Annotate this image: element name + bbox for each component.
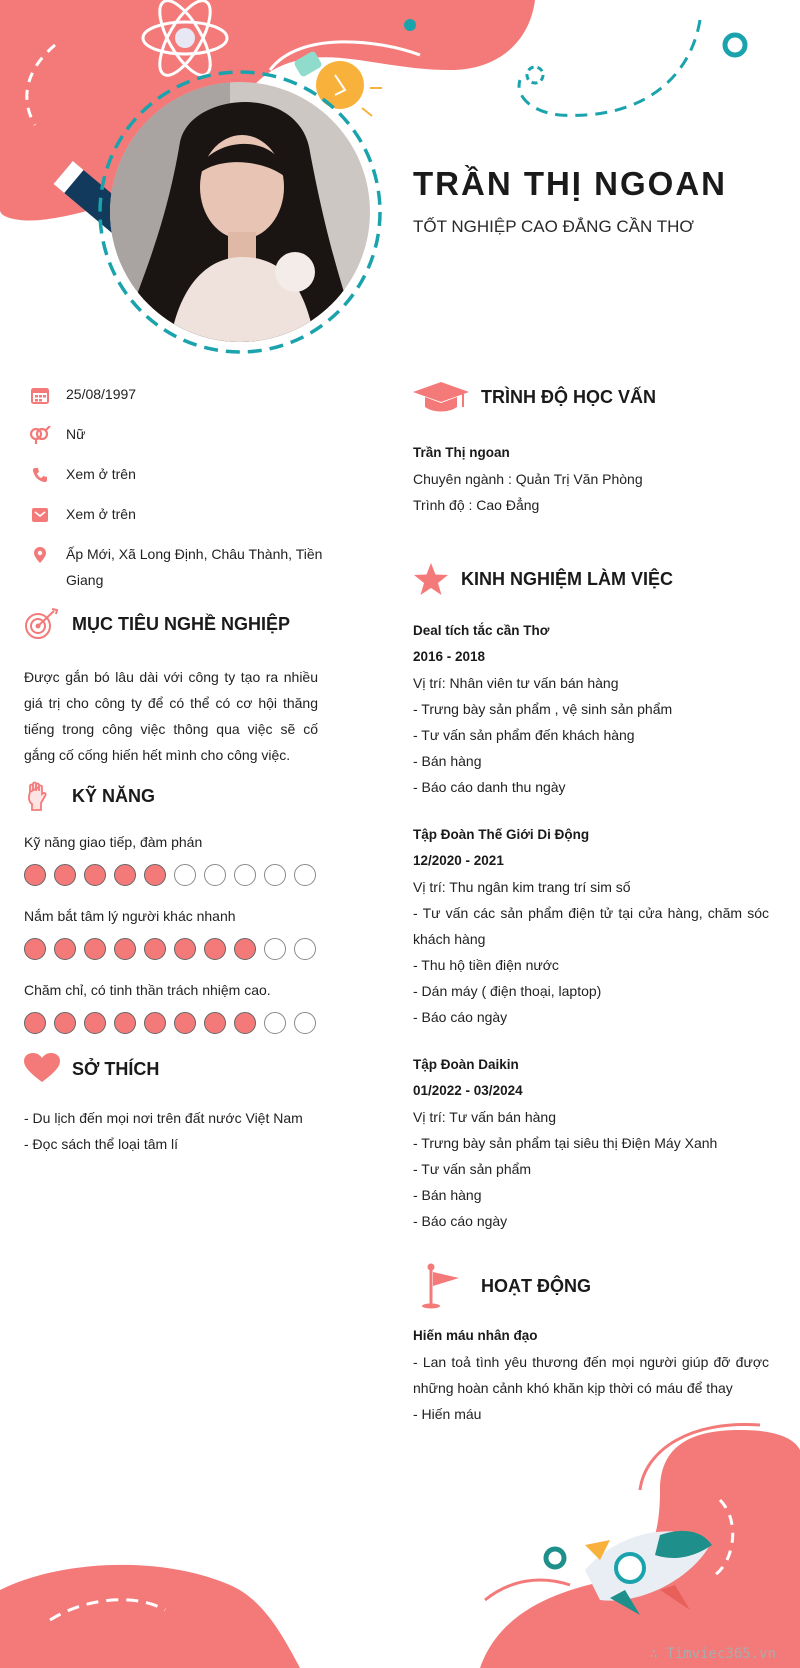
education-section xyxy=(413,380,656,518)
phone-icon xyxy=(28,465,52,485)
avatar xyxy=(110,82,370,342)
rating-dot-filled xyxy=(54,1012,76,1034)
job-detail: - Dán máy ( điện thoại, laptop) xyxy=(413,983,602,999)
rating-dot-filled xyxy=(114,938,136,960)
skill-rating xyxy=(24,938,316,960)
skills-header xyxy=(24,780,316,812)
skill-label: Nắm bắt tâm lý người khác nhanh xyxy=(24,908,236,924)
skills-section xyxy=(24,780,316,1056)
personal-info xyxy=(28,385,328,611)
rating-dot-empty xyxy=(294,1012,316,1034)
info-email-text: Xem ở trên xyxy=(66,506,136,522)
target-icon xyxy=(24,608,60,640)
rating-dot-filled xyxy=(204,1012,226,1034)
job-entry xyxy=(413,1052,769,1234)
heart-icon xyxy=(24,1053,60,1085)
skill-list xyxy=(24,834,316,1034)
experience-section xyxy=(413,562,769,1256)
info-birthday-text: 25/08/1997 xyxy=(66,386,137,402)
rating-dot-empty xyxy=(264,864,286,886)
education-header xyxy=(413,380,656,414)
rating-dot-filled xyxy=(174,1012,196,1034)
objective-text: Được gắn bó lâu dài với công ty tạo ra nhiều giá trị cho công ty để có thể có cơ hội thăng tiếng trong công việc thông qua việc sẽ cố gắng cố cống hiến hết mình cho công việc. xyxy=(24,669,318,763)
info-birthday xyxy=(28,385,328,407)
rating-dot-filled xyxy=(234,938,256,960)
rating-dot-filled xyxy=(204,938,226,960)
objective-title: MỤC TIÊU NGHỀ NGHIỆP xyxy=(72,613,291,634)
rating-dot-filled xyxy=(114,1012,136,1034)
info-gender xyxy=(28,425,328,447)
rating-dot-filled xyxy=(174,938,196,960)
rating-dot-filled xyxy=(234,1012,256,1034)
experience-header xyxy=(413,562,769,596)
hobbies-header xyxy=(24,1053,303,1085)
watermark: ∴ Timviec365.vn xyxy=(649,1646,776,1662)
rating-dot-filled xyxy=(24,1012,46,1034)
activities-section xyxy=(413,1263,769,1427)
job-detail: - Tư vấn sản phẩm đến khách hàng xyxy=(413,727,635,743)
bottom-left-blob xyxy=(0,1565,300,1668)
skill-rating xyxy=(24,864,316,886)
activities-title: HOẠT ĐỘNG xyxy=(481,1275,591,1296)
rating-dot-empty xyxy=(264,1012,286,1034)
info-phone-text: Xem ở trên xyxy=(66,466,136,482)
rating-dot-empty xyxy=(174,864,196,886)
education-school: Trần Thị ngoan xyxy=(413,445,510,460)
calendar-icon xyxy=(28,385,52,405)
hobbies-section xyxy=(24,1053,303,1157)
skill-label: Chăm chỉ, có tinh thần trách nhiệm cao. xyxy=(24,982,271,998)
info-address-text: Ấp Mới, Xã Long Định, Châu Thành, Tiền Giang xyxy=(66,546,323,588)
job-detail: - Báo cáo danh thu ngày xyxy=(413,779,566,795)
job-list xyxy=(413,618,769,1234)
hobby-item: - Đọc sách thể loại tâm lí xyxy=(24,1136,179,1152)
rating-dot-filled xyxy=(144,864,166,886)
job-detail: Vị trí: Tư vấn bán hàng xyxy=(413,1109,556,1125)
job-period: 12/2020 - 2021 xyxy=(413,853,504,868)
rating-dot-filled xyxy=(144,1012,166,1034)
education-title: TRÌNH ĐỘ HỌC VẤN xyxy=(481,386,656,407)
rating-dot-empty xyxy=(294,864,316,886)
job-detail: - Thu hộ tiền điện nước xyxy=(413,957,559,973)
candidate-name: TRẦN THỊ NGOAN xyxy=(413,165,727,202)
hobbies-title: SỞ THÍCH xyxy=(72,1058,160,1079)
education-level: Trình độ : Cao Đẳng xyxy=(413,497,540,513)
rating-dot-filled xyxy=(54,864,76,886)
rating-dot-filled xyxy=(24,938,46,960)
job-detail: - Bán hàng xyxy=(413,1187,482,1203)
job-detail: - Báo cáo ngày xyxy=(413,1009,508,1025)
info-phone xyxy=(28,465,328,487)
fist-icon xyxy=(24,780,60,812)
job-entry xyxy=(413,618,769,800)
info-email xyxy=(28,505,328,527)
skills-title: KỸ NĂNG xyxy=(72,785,156,806)
rating-dot-empty xyxy=(234,864,256,886)
experience-title: KINH NGHIỆM LÀM VIỆC xyxy=(461,568,674,589)
rating-dot-filled xyxy=(84,938,106,960)
gender-icon xyxy=(28,425,52,445)
activity-line: - Lan toả tình yêu thương đến mọi người giúp đỡ được những hoàn cảnh khó khăn kịp thời có máu để thay xyxy=(413,1354,769,1396)
job-company: Tập Đoàn Daikin xyxy=(413,1057,519,1072)
rating-dot-empty xyxy=(294,938,316,960)
rating-dot-filled xyxy=(84,864,106,886)
job-period: 01/2022 - 03/2024 xyxy=(413,1083,523,1098)
job-period: 2016 - 2018 xyxy=(413,649,486,664)
location-icon xyxy=(28,545,52,565)
activities-header xyxy=(413,1263,769,1309)
job-detail: Vị trí: Thu ngân kim trang trí sim số xyxy=(413,879,631,895)
candidate-subtitle: TỐT NGHIỆP CAO ĐẲNG CẦN THƠ xyxy=(413,217,694,236)
star-icon xyxy=(413,562,449,596)
job-detail: - Bán hàng xyxy=(413,753,482,769)
skill-rating xyxy=(24,1012,316,1034)
skill-label: Kỹ năng giao tiếp, đàm phán xyxy=(24,834,203,850)
job-detail: - Tư vấn các sản phẩm điện tử tại cửa hàng, chăm sóc khách hàng xyxy=(413,905,769,947)
rating-dot-filled xyxy=(84,1012,106,1034)
info-address xyxy=(28,545,328,593)
activity-line: - Hiến máu xyxy=(413,1406,482,1422)
objective-header xyxy=(24,608,290,640)
graduation-cap-icon xyxy=(413,380,469,414)
rating-dot-filled xyxy=(114,864,136,886)
job-company: Deal tích tắc cần Thơ xyxy=(413,623,550,638)
email-icon xyxy=(28,505,52,525)
rating-dot-filled xyxy=(144,938,166,960)
rating-dot-empty xyxy=(264,938,286,960)
job-detail: - Trưng bày sản phẩm tại siêu thị Điện Máy Xanh xyxy=(413,1135,718,1151)
rating-dot-empty xyxy=(204,864,226,886)
activity-name: Hiến máu nhân đạo xyxy=(413,1328,538,1343)
job-detail: - Tư vấn sản phẩm xyxy=(413,1161,532,1177)
rating-dot-filled xyxy=(24,864,46,886)
rating-dot-filled xyxy=(54,938,76,960)
job-entry xyxy=(413,822,769,1030)
objective-section xyxy=(24,608,290,640)
flag-icon xyxy=(413,1263,469,1309)
job-detail: Vị trí: Nhân viên tư vấn bán hàng xyxy=(413,675,619,691)
info-gender-text: Nữ xyxy=(66,426,86,442)
job-detail: - Báo cáo ngày xyxy=(413,1213,508,1229)
job-company: Tập Đoàn Thế Giới Di Động xyxy=(413,827,590,842)
job-detail: - Trưng bày sản phẩm , vệ sinh sản phẩm xyxy=(413,701,673,717)
education-major: Chuyên ngành : Quản Trị Văn Phòng xyxy=(413,471,643,487)
hobby-item: - Du lịch đến mọi nơi trên đất nước Việt Nam xyxy=(24,1110,303,1126)
